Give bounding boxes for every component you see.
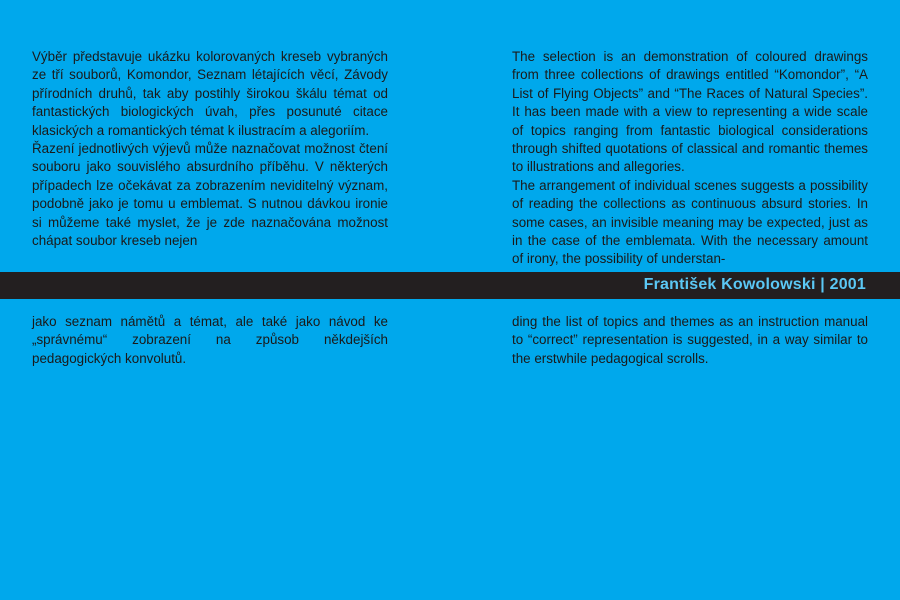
english-paragraph-2: The arrangement of individual scenes suggests a possibility of reading the collections as continuous absurd stories. In some cases, an invisible meaning may be expected, just as in the case of the emblemata. With the necessary amount of irony, the possibility of understan- [512,177,868,267]
english-paragraph-continued: ding the list of topics and themes as an instruction manual to “correct” representation is suggested, in a way similar to the erstwhile pedagogical scrolls. [512,314,868,366]
czech-text-bottom [32,313,388,368]
english-text-top [512,48,868,269]
author-band [0,272,900,299]
author-credit: František Kowolowski | 2001 [643,276,866,293]
english-paragraph-1: The selection is an demonstration of coloured drawings from three collections of drawings entitled “Komondor”, “A List of Flying Objects” and “The Races of Natural Species”. It has been made with a view to representing a wide scale of topics ranging from fantastic biological considerations through shifted quotations of classical and romantic themes to illustrations and allegories. [512,49,868,175]
czech-paragraph-1: Výběr představuje ukázku kolorovaných kreseb vybraných ze tří souborů, Komondor, Seznam létajících věcí, Závody přírodních druhů, tak aby postihly širokou škálu témat od fantastických biologických úvah, přes posunuté citace klasických a romantických témat k ilustracím a alegoriím. [32,49,388,138]
czech-paragraph-2: Řazení jednotlivých výjevů může naznačovat možnost čtení souboru jako souvislého absurdního příběhu. V některých případech lze očekávat za zobrazením neviditelný význam, podobně jako je tomu u emblemat. S nutnou dávkou ironie si můžeme také myslet, že je zde naznačována možnost chápat soubor kreseb nejen [32,141,388,249]
czech-paragraph-continued: jako seznam námětů a témat, ale také jako návod ke „správnému“ zobrazení na způsob někdejších pedagogických konvolutů. [32,314,388,366]
czech-text-top [32,48,388,250]
english-text-bottom [512,313,868,368]
